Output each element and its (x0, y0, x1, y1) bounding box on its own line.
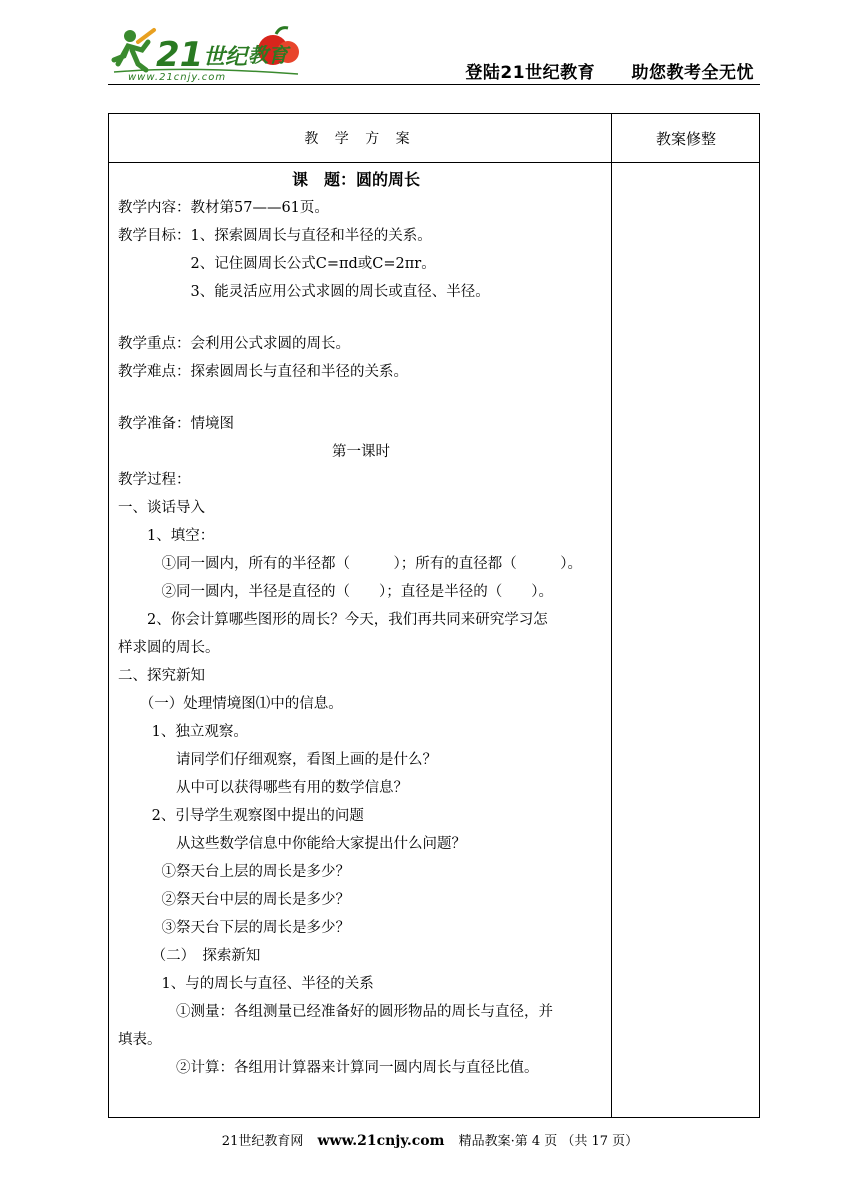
text-line: 教学内容：教材第57——61页。 (118, 200, 329, 216)
text-line: 教学重点：会利用公式求圆的周长。 (118, 336, 350, 352)
text-line: 2、记住圆周长公式C=πd或C=2πr。 (118, 256, 436, 272)
text-line: 2、你会计算哪些图形的周长？今天，我们再共同来研究学习怎 (118, 612, 548, 628)
text-line: 1、独立观察。 (118, 724, 248, 740)
text-line: 1、与的周长与直径、半径的关系 (118, 976, 374, 992)
blank-line (118, 306, 604, 330)
lesson-period: 第一课时 (332, 444, 390, 460)
text-line: 从这些数学信息中你能给大家提出什么问题？ (118, 836, 466, 852)
text-line: 3、能灵活应用公式求圆的周长或直径、半径。 (118, 284, 490, 300)
svg-text:世纪: 世纪 (203, 45, 248, 70)
slogan-right: 助您教考全无忧 (631, 63, 754, 83)
header-row-divider (109, 162, 759, 163)
svg-text:www.21cnjy.com: www.21cnjy.com (128, 72, 227, 83)
text-line: 2、引导学生观察图中提出的问题 (118, 808, 364, 824)
text-line: 一、谈话导入 (118, 500, 205, 516)
text-line: 教学过程： (118, 472, 191, 488)
footer-url[interactable]: www.21cnjy.com (317, 1133, 445, 1149)
logo-21cnjy (108, 20, 308, 84)
text-line: 教学目标：1、探索圆周长与直径和半径的关系。 (118, 228, 432, 244)
text-line: （一）处理情境图⑴中的信息。 (118, 696, 343, 712)
text-line: 样求圆的周长。 (118, 640, 220, 656)
text-line: ②同一圆内，半径是直径的（ ）；直径是半径的（ ）。 (118, 584, 553, 600)
col-header-revision: 教案修整 (655, 129, 716, 148)
text-line: ①同一圆内，所有的半径都（ ）；所有的直径都（ ）。 (118, 556, 582, 572)
svg-text:教育: 教育 (248, 43, 288, 67)
text-line: ②计算：各组用计算器来计算同一圆内周长与直径比值。 (118, 1060, 539, 1076)
lesson-content (118, 166, 604, 1082)
svg-text:21: 21 (156, 35, 204, 75)
text-line: 1、填空： (118, 528, 215, 544)
blank-line (118, 386, 604, 410)
lesson-title: 课 题：圆的周长 (291, 170, 420, 189)
text-line: ②祭天台中层的周长是多少？ (118, 892, 350, 908)
text-line: 二、探究新知 (118, 668, 205, 684)
header-rule (108, 84, 760, 85)
page-header (108, 20, 760, 86)
text-line: 从中可以获得哪些有用的数学信息？ (118, 780, 408, 796)
slogan-left: 登陆21世纪教育 (465, 63, 596, 83)
text-line: 教学难点：探索圆周长与直径和半径的关系。 (118, 364, 408, 380)
text-line: ①测量：各组测量已经准备好的圆形物品的周长与直径，并 (118, 1004, 553, 1020)
text-line: 请同学们仔细观察，看图上画的是什么？ (118, 752, 437, 768)
text-line: ①祭天台上层的周长是多少？ (118, 864, 350, 880)
footer-site-name: 21世纪教育网 (221, 1134, 304, 1149)
text-line: ③祭天台下层的周长是多少？ (118, 920, 350, 936)
col-header-plan: 教 学 方 案 (304, 131, 416, 147)
text-line: （二） 探索新知 (118, 948, 261, 964)
page-footer (0, 1130, 860, 1149)
header-slogan (435, 58, 754, 83)
text-line: 填表。 (118, 1032, 162, 1048)
footer-page-info: 精品教案·第 4 页 （共 17 页） (458, 1134, 639, 1149)
text-line: 教学准备：情境图 (118, 416, 234, 432)
column-divider (611, 114, 612, 1117)
